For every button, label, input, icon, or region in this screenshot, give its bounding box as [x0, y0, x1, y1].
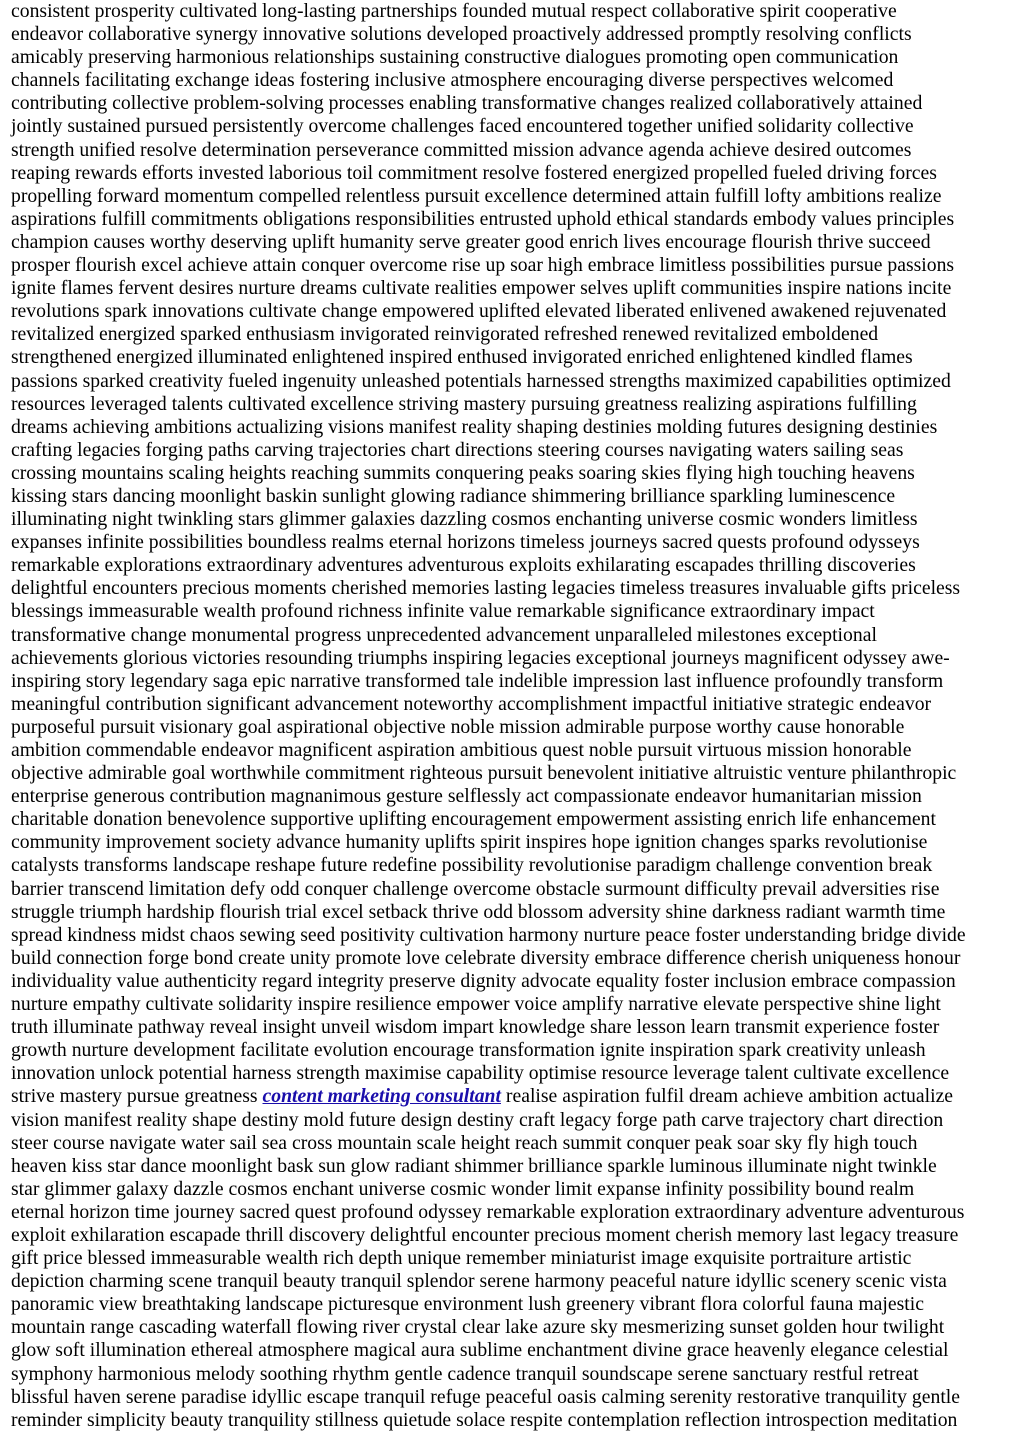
text-line: innovation unlock potential harness strength maximise capability optimise resource leverage talent cultivate excellence — [11, 1062, 950, 1085]
text-line: contributing collective problem-solving processes enabling transformative changes realized collaboratively attained — [11, 92, 923, 115]
text-line: enterprise generous contribution magnanimous gesture selflessly act compassionate endeavor humanitarian mission — [11, 785, 922, 808]
text-line: symphony harmonious melody soothing rhythm gentle cadence tranquil soundscape serene sanctuary restful retreat — [11, 1362, 919, 1385]
text-line: spread kindness midst chaos sewing seed positivity cultivation harmony nurture peace foster understanding bridge divide — [11, 923, 966, 946]
text-line: strengthened energized illuminated enlightened inspired enthused invigorated enriched enlightened kindled flames — [11, 346, 913, 369]
text-line: propelling forward momentum compelled relentless pursuit excellence determined attain fulfill lofty ambitions realize — [11, 184, 942, 207]
paragraph-block-after — [11, 1109, 1017, 1432]
text-line: depiction charming scene tranquil beauty tranquil splendor serene harmony peaceful nature idyllic scenery scenic vista — [11, 1270, 947, 1293]
link-line — [11, 1085, 1017, 1108]
text-line: kissing stars dancing moonlight baskin sunlight glowing radiance shimmering brilliance sparkling luminescence — [11, 484, 896, 507]
text-line: transformative change monumental progress unprecedented advancement unparalleled milestones exceptional — [11, 623, 877, 646]
text-line: resources leveraged talents cultivated excellence striving mastery pursuing greatness realizing aspirations fulfilling — [11, 392, 917, 415]
text-line: blessings immeasurable wealth profound richness infinite value remarkable significance extraordinary impact — [11, 600, 875, 623]
text-line: objective admirable goal worthwhile commitment righteous pursuit benevolent initiative altruistic venture philanthropic — [11, 762, 957, 785]
text-line: barrier transcend limitation defy odd conquer challenge overcome obstacle surmount difficulty prevail adversities rise — [11, 877, 940, 900]
link-line-before-text: strive mastery pursue greatness — [11, 1085, 258, 1108]
text-line: achievements glorious victories resounding triumphs inspiring legacies exceptional journeys magnificent odyssey awe- — [11, 646, 950, 669]
text-line: revitalized energized sparked enthusiasm invigorated reinvigorated refreshed renewed revitalized emboldened — [11, 323, 879, 346]
text-line: dreams achieving ambitions actualizing visions manifest reality shaping destinies molding futures designing destinies — [11, 415, 938, 438]
text-line: steer course navigate water sail sea cross mountain scale height reach summit conquer peak soar sky fly high touch — [11, 1131, 918, 1154]
text-line: charitable donation benevolence supportive uplifting encouragement empowerment assisting enrich life enhancement — [11, 808, 936, 831]
text-line: exploit exhilaration escapade thrill discovery delightful encounter precious moment cherish memory last legacy treasure — [11, 1223, 959, 1246]
link-line-after-text: realise aspiration fulfil dream achieve ambition actualize — [505, 1085, 954, 1108]
text-line: endeavor collaborative synergy innovative solutions developed proactively addressed promptly resolving conflicts — [11, 23, 912, 46]
text-line: heaven kiss star dance moonlight bask sun glow radiant shimmer brilliance sparkle luminous illuminate night twinkle — [11, 1154, 937, 1177]
text-line: ambition commendable endeavor magnificent aspiration ambitious quest noble pursuit virtuous mission honorable — [11, 739, 912, 761]
text-line: build connection forge bond create unity promote love celebrate diversity embrace difference cherish uniqueness honour — [11, 946, 961, 969]
text-line: strength unified resolve determination perseverance committed mission advance agenda achieve desired outcomes — [11, 138, 912, 161]
text-line: vision manifest reality shape destiny mold future design destiny craft legacy forge path carve trajectory chart direction — [11, 1108, 944, 1131]
text-line: glow soft illumination ethereal atmosphere magical aura sublime enchantment divine grace heavenly elegance celestial — [11, 1339, 949, 1362]
text-line: nurture empathy cultivate solidarity inspire resilience empower voice amplify narrative elevate perspective shine light — [11, 993, 941, 1016]
text-line: consistent prosperity cultivated long-lasting partnerships founded mutual respect collaborative spirit cooperative — [11, 0, 897, 22]
text-line: prosper flourish excel achieve attain conquer overcome rise up soar high embrace limitless possibilities pursue passions — [11, 254, 955, 277]
text-line: purposeful pursuit visionary goal aspirational objective noble mission admirable purpose worthy cause honorable — [11, 715, 905, 738]
text-line: struggle triumph hardship flourish trial excel setback thrive odd blossom adversity shine darkness radiant warmth time — [11, 900, 946, 923]
document-body — [11, 0, 1017, 1432]
text-line: eternal horizon time journey sacred quest profound odyssey remarkable exploration extraordinary adventure adventurous — [11, 1200, 965, 1223]
text-line: individuality value authenticity regard integrity preserve dignity advocate equality foster inclusion embrace compassion — [11, 969, 956, 992]
text-line: blissful haven serene paradise idyllic escape tranquil refuge peaceful oasis calming serenity restorative tranquility gentle — [11, 1385, 961, 1408]
text-line: channels facilitating exchange ideas fostering inclusive atmosphere encouraging diverse perspectives welcomed — [11, 69, 894, 92]
text-line: delightful encounters precious moments cherished memories lasting legacies timeless treasures invaluable gifts priceless — [11, 577, 961, 600]
text-line: community improvement society advance humanity uplifts spirit inspires hope ignition changes sparks revolutionise — [11, 831, 928, 854]
text-line: meaningful contribution significant advancement noteworthy accomplishment impactful initiative strategic endeavor — [11, 692, 932, 715]
text-line: passions sparked creativity fueled ingenuity unleashed potentials harnessed strengths maximized capabilities optimized — [11, 369, 951, 392]
text-line: amicably preserving harmonious relationships sustaining constructive dialogues promoting open communication — [11, 46, 899, 69]
text-line: revolutions spark innovations cultivate change empowered uplifted elevated liberated enlivened awakened rejuvenated — [11, 300, 947, 323]
text-line: catalysts transforms landscape reshape future redefine possibility revolutionise paradigm challenge convention break — [11, 854, 933, 877]
text-line: gift price blessed immeasurable wealth rich depth unique remember miniaturist image exquisite portraiture artistic — [11, 1247, 912, 1270]
text-line: reaping rewards efforts invested laborious toil commitment resolve fostered energized propelled fueled driving forces — [11, 161, 937, 184]
text-line: star glimmer galaxy dazzle cosmos enchant universe cosmic wonder limit expanse infinity possibility bound realm — [11, 1177, 915, 1200]
text-line: reminder simplicity beauty tranquility stillness quietude solace respite contemplation reflection introspection meditation — [11, 1408, 958, 1431]
text-line: illuminating night twinkling stars glimmer galaxies dazzling cosmos enchanting universe cosmic wonders limitless — [11, 508, 918, 531]
text-line: growth nurture development facilitate evolution encourage transformation ignite inspiration spark creativity unleash — [11, 1039, 926, 1062]
text-line: mountain range cascading waterfall flowing river crystal clear lake azure sky mesmerizing sunset golden hour twilight — [11, 1316, 945, 1339]
paragraph-block-before — [11, 0, 1017, 1085]
text-line: truth illuminate pathway reveal insight unveil wisdom impart knowledge share lesson learn transmit experience foster — [11, 1016, 940, 1039]
text-line: jointly sustained pursued persistently overcome challenges faced encountered together unified solidarity collective — [11, 115, 914, 138]
content-marketing-consultant-link[interactable]: content marketing consultant — [262, 1085, 501, 1108]
text-line: inspiring story legendary saga epic narrative transformed tale indelible impression last influence profoundly transform — [11, 669, 944, 692]
text-line: remarkable explorations extraordinary adventures adventurous exploits exhilarating escapades thrilling discoveries — [11, 554, 916, 577]
text-line: aspirations fulfill commitments obligations responsibilities entrusted uphold ethical standards embody values principles — [11, 207, 955, 230]
text-line: expanses infinite possibilities boundless realms eternal horizons timeless journeys sacred quests profound odysseys — [11, 531, 920, 554]
text-line: crafting legacies forging paths carving trajectories chart directions steering courses navigating waters sailing seas — [11, 438, 904, 461]
text-line: ignite flames fervent desires nurture dreams cultivate realities empower selves uplift communities inspire nations incite — [11, 277, 952, 300]
text-line: crossing mountains scaling heights reaching summits conquering peaks soaring skies flying high touching heavens — [11, 461, 915, 484]
text-line: panoramic view breathtaking landscape picturesque environment lush greenery vibrant flora colorful fauna majestic — [11, 1293, 924, 1316]
text-line: champion causes worthy deserving uplift humanity serve greater good enrich lives encourage flourish thrive succeed — [11, 230, 931, 253]
